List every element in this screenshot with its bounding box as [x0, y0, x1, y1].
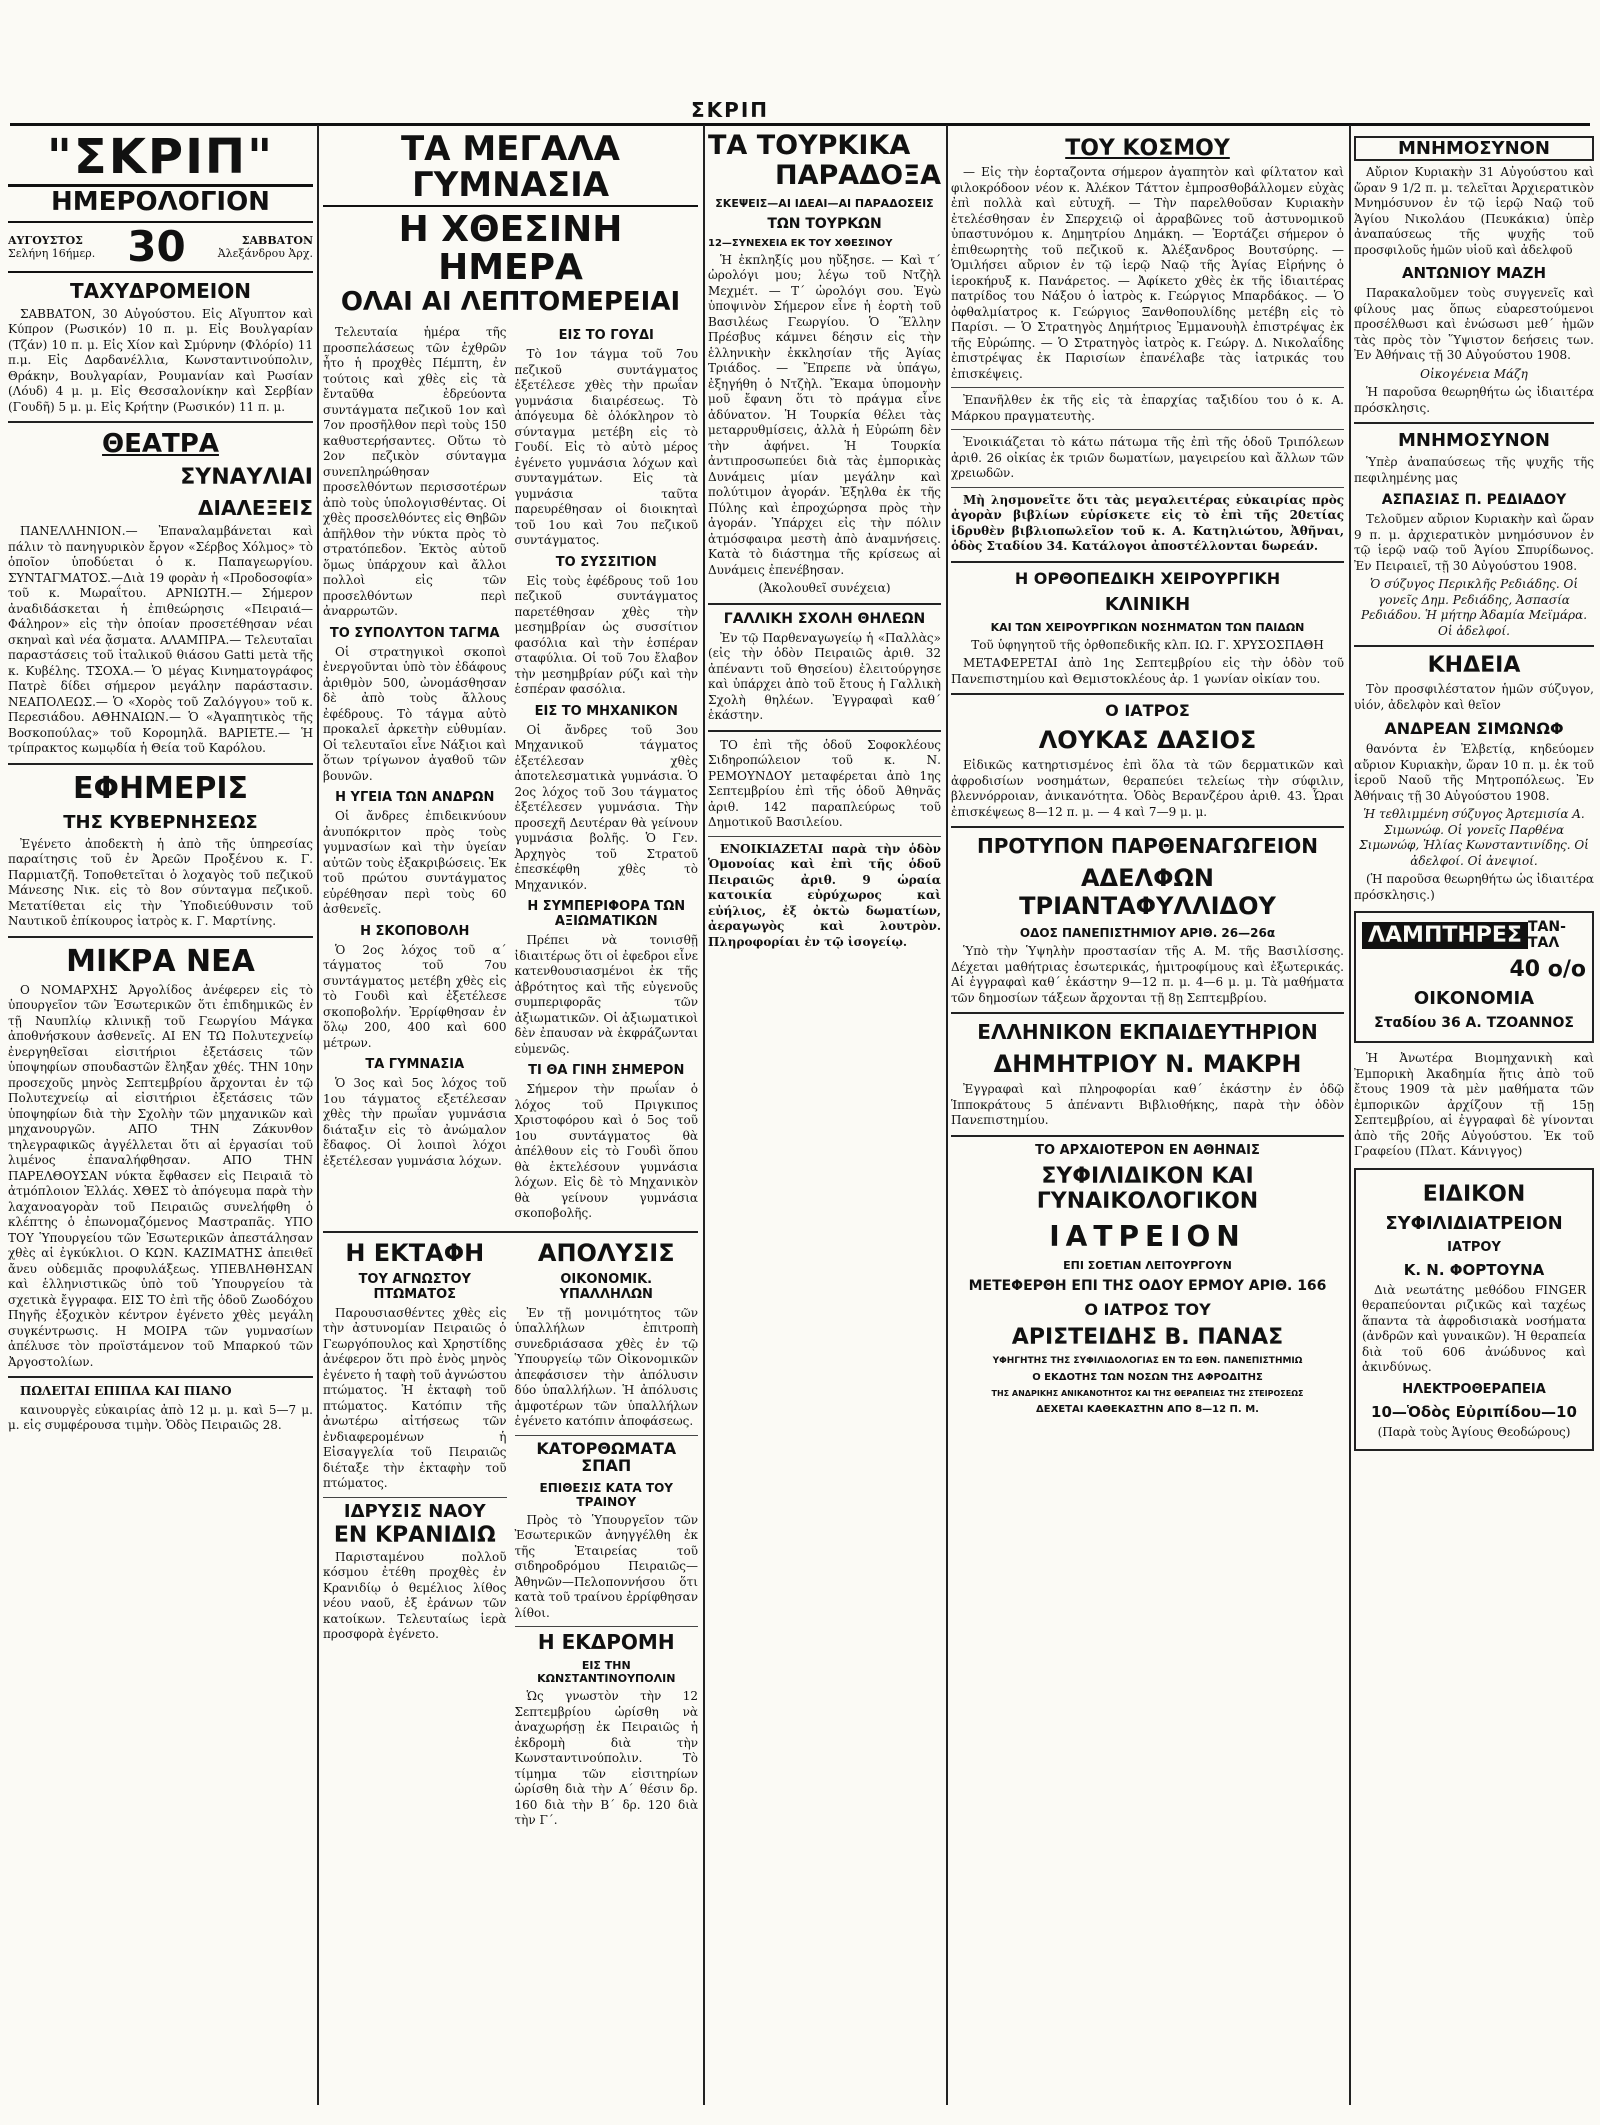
article-title: ΑΠΟΛΥΣΙΣ	[537, 1238, 675, 1267]
clinic-move: ΜΕΤΑΦΕΡΕΤΑΙ ἀπὸ 1ης Σεπτεμβρίου εἰς τὴν ὁδὸν τοῦ Πανεπιστημίου καὶ Θεμιστοκλέους ἀρ. 1 γωνίαν οἰκίαν του.	[951, 656, 1344, 686]
subhead-text: Σήμερον τὴν πρωΐαν ὁ λόχος τοῦ Πριγκιπος Χριστοφόρου καὶ ὁ 5ος τοῦ 1ου συντάγματος θὰ ἀπέλθουν εἰς τὸ Γουδὶ ὅπου θὰ ἐκτελέσουν γυμνάσια λόχων. Εἰς δὲ τὸ Μηχανικὸν θὰ γείνουν γυμνάσια σκοποβολῆς.	[514, 1082, 698, 1221]
divider	[8, 936, 313, 938]
syph-doctor-label: ΙΑΤΡΟΥ	[1447, 1239, 1501, 1255]
article-subtitle: ΕΙΣ ΤΗΝ ΚΩΝΣΤΑΝΤΙΝΟΥΠΟΛΙΝ	[537, 1659, 676, 1686]
girls-school-text: Ὑπὸ τὴν Ὑψηλὴν προστασίαν τῆς Α. Μ. τῆς Βασιλίσσης. Δέχεται μαθήτριας ἐσωτερικάς, ἡμιτροφίμους καὶ ἐξωτερικάς. Αἱ ἐγγραφαὶ καθ΄ ἑκάστην 9—12 π. μ. 4—6 μ. μ. Τὰ μαθήματα τῶν δημοσίων τάξεων ἄρχονται τῇ 8ῃ Σεπτεμβρίου.	[951, 944, 1344, 1005]
column-divider	[317, 125, 319, 2105]
divider	[951, 429, 1344, 430]
society-title: ΤΟΥ ΚΟΣΜΟΥ	[1065, 136, 1230, 161]
clinic2-subtitle: ΕΠΙ ΣΟΕΤΙΑΝ ΛΕΙΤΟΥΡΓΟΥΝ	[1063, 1258, 1232, 1272]
syph-doctor-name: Κ. Ν. ΦΟΡΤΟΥΝΑ	[1403, 1260, 1545, 1279]
paper-logo: "ΣΚΡΙΠ"	[46, 130, 275, 185]
post-title: ΤΑΧΥΔΡΟΜΕΙΟΝ	[70, 278, 251, 303]
subhead: Η ΣΥΜΠΕΡΙΦΟΡΑ ΤΩΝ ΑΞΙΩΜΑΤΙΚΩΝ	[527, 899, 686, 930]
girls-school-address: ΟΔΟΣ ΠΑΝΕΠΙΣΤΗΜΙΟΥ ΑΡΙΘ. 26—26α	[1019, 926, 1276, 940]
lead-right-column	[515, 322, 699, 1225]
clinic2-move: ΜΕΤΕΦΕΡΘΗ ΕΠΙ ΤΗΣ ΟΔΟΥ ΕΡΜΟΥ ΑΡΙΘ. 166	[968, 1277, 1327, 1294]
theatre-title: ΘΕΑΤΡΑ	[102, 429, 219, 460]
divider	[951, 693, 1344, 695]
funeral-text-2: θανόντα ἐν Ἐλβετίᾳ, κηδεύομεν αὔριον Κυριακὴν, ὥραν 10 π. μ. ἐκ τοῦ ἱεροῦ Ναοῦ τῆς Μητροπόλεως. Ἐν Ἀθήναις τῇ 30 Αὐγούστου 1908.	[1354, 742, 1594, 803]
divider	[8, 1376, 313, 1378]
subhead: ΤΟ ΣΥΣΣΙΤΙΟΝ	[555, 554, 657, 570]
divider	[708, 603, 941, 605]
divider	[951, 826, 1344, 828]
divider	[951, 561, 1344, 563]
clinic-subtitle: ΚΑΙ ΤΩΝ ΧΕΙΡΟΥΡΓΙΚΩΝ ΝΟΣΗΜΑΤΩΝ ΤΩΝ ΠΑΙΔΩΝ	[990, 620, 1305, 634]
memorial-title: ΜΝΗΜΟΣΥΝΟΝ	[1354, 136, 1594, 161]
clinic2-doctor-label: Ο ΙΑΤΡΟΣ ΤΟΥ	[1084, 1299, 1211, 1319]
lamp-address: Σταδίου 36 Α. ΤΖΟΑΝΝΟΣ	[1374, 1015, 1574, 1031]
column-3	[708, 130, 941, 2105]
lamp-model: ΤΑΝ-ΤΑΛ	[1527, 919, 1566, 951]
memorial-name: ΑΣΠΑΣΙΑΣ Π. ΡΕΔΙΑΔΟΥ	[1381, 492, 1567, 508]
divider	[951, 1135, 1344, 1137]
classified-ad-title: ΠΩΛΕΙΤΑΙ ΕΠΙΠΛΑ ΚΑΙ ΠΙΑΝΟ	[20, 1384, 232, 1399]
saint-of-day: Ἀλεξάνδρου Ἀρχ.	[217, 246, 313, 260]
continuation-note: 12—ΣΥΝΕΧΕΙΑ ΕΚ ΤΟΥ ΧΘΕΣΙΝΟΥ	[708, 237, 893, 249]
post-text: ΣΑΒΒΑΤΟΝ, 30 Αὐγούστου. Εἰς Αἴγυπτον καὶ Κύπρον (Ρωσικόν) 10 π. μ. Εἰς Βουλγαρίαν (Τζάν) 10 π. μ. Εἰς Χίον καὶ Σμύρνην (Φλόρίο) 11 π.μ. Εἰς Δαρδανέλλια, Κωνσταντινούπολιν, Θράκην, Βουλγαρίαν, Ρουμανίαν καὶ Ρωσίαν (Λόυδ) 4 μ. μ. Εἰς Θεσσαλονίκην καὶ Σερβίαν (Γουδῆ) 5 μ. μ. Εἰς Κρήτην (Ρωσικόν) 11 π. μ.	[8, 306, 313, 414]
date-day: ΣΑΒΒΑΤΟΝ	[241, 233, 313, 247]
syph-electro: ΗΛΕΚΤΡΟΘΕΡΑΠΕΙΑ	[1402, 1381, 1546, 1397]
divider	[1354, 422, 1594, 424]
school-title: ΕΛΛΗΝΙΚΟΝ ΕΚΠΑΙΔΕΥΤΗΡΙΟΝ	[977, 1020, 1318, 1044]
lectures-title: ΔΙΑΛΕΞΕΙΣ	[198, 496, 313, 521]
article-title: Η ΕΚΔΡΟΜΗ	[537, 1630, 675, 1655]
memorial-signature: Οἰκογένεια Μάζη	[1420, 366, 1528, 381]
girls-school-title: ΠΡΟΤΥΠΟΝ ΠΑΡΘΕΝΑΓΩΓΕΙΟΝ	[976, 834, 1319, 858]
clinic2-footer: ΤΗΣ ΑΝΔΡΙΚΗΣ ΑΝΙΚΑΝΟΤΗΤΟΣ ΚΑΙ ΤΗΣ ΘΕΡΑΠΕΙΑΣ ΤΗΣ ΣΤΕΙΡΟΣΕΩΣ	[991, 1388, 1304, 1398]
lower-right	[515, 1239, 699, 1832]
article-text: Παρισταμένου πολλοῦ κόσμου ἐτέθη προχθὲς ἐν Κρανιδίῳ ὁ θεμέλιος λίθος νέου ναοῦ, ἐξ ἐράνων τῶν κατοίκων. Τελευταίως ἱερὰ προσφορὰ ἐγένετο.	[323, 1549, 507, 1642]
article-title: ΙΔΡΥΣΙΣ ΝΑΟΥ	[343, 1500, 486, 1522]
subhead: Η ΣΚΟΠΟΒΟΛΗ	[360, 923, 470, 939]
doctor-title: Ο ΙΑΤΡΟΣ	[1105, 701, 1190, 720]
subhead: ΕΙΣ ΤΟ ΓΟΥΔΙ	[558, 328, 654, 344]
article-text: Παρουσιασθέντες χθὲς εἰς τὴν ἀστυνομίαν Πειραιῶς ὁ Γεωργόπουλος καὶ Χρηστίδης ἀνέφερον ὅτι πρὸ ἑνὸς μηνὸς ἐγένετο ἡ ταφὴ τοῦ ἀγνώστου πτώματος. Ἡ ἐκταφὴ τοῦ πτώματος. Κατόπιν τῆς ἀνωτέρω αἰτήσεως τῶν ἐνδιαφερομένων ἡ Εἰσαγγελία τοῦ Πειραιῶς διέταξε τὴν ἐκταφὴν τοῦ πτώματος.	[323, 1305, 507, 1491]
subhead: ΤΑ ΓΥΜΝΑΣΙΑ	[365, 1057, 465, 1073]
memorial-signature: Ὁ σύζυγος Περικλῆς Ρεδιάδης. Οἱ γονεῖς Δημ. Ρεδιάδης, Ἀσπασία Ρεδιάδου. Ἡ μήτηρ Ἀδαμία Μεϊμάρα. Οἱ ἀδελφοί.	[1360, 577, 1588, 638]
divider	[951, 387, 1344, 388]
memorial-text: Αὔριον Κυριακὴν 31 Αὐγούστου καὶ ὥραν 9 1/2 π. μ. τελεῖται Ἀρχιερατικὸν Μνημόσυνον ἐν τῷ ἱερῷ Ναῷ τοῦ Ἁγίου Νικολάου (Πευκάκια) ὑπὲρ ἀναπαύσεως τῆς ψυχῆς τοῦ προσφιλοῦς ἡμῶν υἱοῦ καὶ ἀδελφοῦ	[1354, 165, 1594, 257]
subhead: ΤΟ ΣΥΠΟΛΥΤΟΝ ΤΑΓΜΑ	[329, 625, 500, 641]
subhead-text: Οἱ ἄνδρες τοῦ 3ου Μηχανικοῦ τάγματος ἐξετέλεσαν χθὲς ἀποτελεσματικὰ γυμνάσια. Ὁ 2ος λόχος τοῦ 3ου τάγματος ἐξετέλεσεν γυμνάσια. Τὴν προσεχῆ Δευτέραν θὰ γείνουν γυμνάσια βολῆς. Ὁ Γεν. Ἀρχηγὸς τοῦ Στρατοῦ ἐπεσκέφθη χθὲς τὸ Μηχανικόν.	[514, 722, 698, 892]
funeral-title: ΚΗΔΕΙΑ	[1427, 653, 1521, 678]
divider	[323, 1497, 507, 1498]
subhead-text: Πρέπει νὰ τονισθῇ ἰδιαιτέρως ὅτι οἱ ἐφεδροι εἶνε κατενθουσιασμένοι ἐκ τῆς ἀβρότητος καὶ τῆς εὐγενοῦς συμπεριφορᾶς τῶν ἀξιωματικῶν. Οἱ ἀξιωματικοὶ δὲν ἐπαυσαν νὰ ἐκφράζωνται εὐμενῶς.	[514, 933, 698, 1056]
turkish-subtitle-2: ΤΩΝ ΤΟΥΡΚΩΝ	[767, 215, 882, 232]
clinic2-footer: Ο ΕΚΔΟΤΗΣ ΤΩΝ ΝΟΣΩΝ ΤΗΣ ΑΦΡΟΔΙΤΗΣ	[1032, 1371, 1263, 1383]
clinic2-title-2: ΙΑΤΡΕΙΟΝ	[1049, 1219, 1246, 1253]
divider	[708, 730, 941, 732]
divider	[951, 487, 1344, 488]
rental-notice: Ἐνοικιάζεται τὸ κάτω πάτωμα τῆς ἐπὶ τῆς ὁδοῦ Τριπόλεων ἀριθ. 26 οἰκίας ἐκ τριῶν δωματίων, μαγειρείου καὶ ἄλλων τῶν χρειωδῶν.	[951, 435, 1344, 480]
lower-left	[323, 1239, 507, 1832]
article-title: ΚΑΤΟΡΘΩΜΑΤΑ ΣΠΑΠ	[536, 1438, 677, 1475]
turkish-subtitle: ΣΚΕΨΕΙΣ—ΑΙ ΙΔΕΑΙ—ΑΙ ΠΑΡΑΔΟΣΕΙΣ	[715, 196, 934, 210]
clinic2-title: ΣΥΦΙΛΙΔΙΚΟΝ ΚΑΙ ΓΥΝΑΙΚΟΛΟΓΙΚΟΝ	[1036, 1163, 1259, 1214]
subhead-text: Ὁ 2ος λόχος τοῦ α΄ τάγματος τοῦ 7ου συντάγματος μετέβη χθὲς εἰς τὸ Γουδὶ καὶ ἐξετέλεσε σκοποβολήν. Ἐρρίφθησαν ἐν ὅλῳ 200, 400 καὶ 600 μέτρων.	[323, 942, 507, 1050]
clinic-title: Η ΟΡΘΟΠΕΔΙΚΗ ΧΕΙΡΟΥΡΓΙΚΗ	[1014, 568, 1281, 588]
article-subtitle: ΟΙΚΟΝΟΜΙΚ. ΥΠΑΛΛΗΛΩΝ	[559, 1271, 653, 1302]
lead-headline-2: Η ΧΘΕΣΙΝΗ ΗΜΕΡΑ	[323, 205, 698, 287]
clinic2-footer: ΥΦΗΓΗΤΗΣ ΤΗΣ ΣΥΦΙΛΙΔΟΛΟΓΙΑΣ ΕΝ ΤΩ ΕΘΝ. ΠΑΝΕΠΙΣΤΗΜΙΩ	[992, 1355, 1303, 1366]
school-text: Ἐν τῷ Παρθεναγωγείῳ ἡ «Παλλὰς» (εἰς τὴν ὁδὸν Πειραιῶς ἀριθ. 32 ἀπέναντι τοῦ Θησείου) ἐλειτούργησε καὶ ὑπάρχει ἀπὸ τοῦ ἔτους ἡ Γαλλικὴ Σχολὴ θηλέων. Ἐγγραφαὶ καθ΄ ἑκάστην.	[708, 630, 941, 723]
lamp-economy: ΟΙΚΟΝΟΜΙΑ	[1413, 988, 1535, 1009]
divider	[515, 1626, 699, 1627]
article-subtitle: ΕΝ ΚΡΑΝΙΔΙΩ	[333, 1522, 496, 1548]
memorial-text: Ὑπὲρ ἀναπαύσεως τῆς ψυχῆς τῆς πεφιλημένης μας	[1354, 455, 1594, 485]
column-1	[8, 130, 313, 2105]
memorial-text-2: Παρακαλοῦμεν τοὺς συγγενεῖς καὶ φίλους μας ὅπως εὐαρεστούμενοι προσέλθωσι καὶ ἐνώσωσι μεθ΄ ἡμῶν τὰς πρὸς τὸν Ὕψιστον δεήσεις των. Ἐν Ἀθήναις τῇ 30 Αὐγούστου 1908.	[1354, 286, 1594, 362]
subhead-text: Τὸ 1ον τάγμα τοῦ 7ου πεζικοῦ συντάγματος ἐξετέλεσε χθὲς τὴν πρωΐαν γυμνάσια διαιρέσεως. Τὸ ἀπόγευμα δὲ ὁλόκληρον τὸ σύνταγμα μετέβη εἰς τὸ Γουδί. Εἰς τὸ αὐτὸ μέρος ἐγένετο γυμνάσια λόχων καὶ συνταγμάτων. Εἰς τὰ γυμνάσια ταῦτα παρευρέθησαν οἱ διοικηταὶ τοῦ 1ου καὶ 7ου πεζικοῦ συντάγματος.	[514, 347, 698, 548]
lead-headline: ΤΑ ΜΕΓΑΛΑ ΓΥΜΝΑΣΙΑ	[400, 130, 620, 205]
column-divider	[946, 125, 948, 2105]
subhead: ΤΙ ΘΑ ΓΙΝΗ ΣΗΜΕΡΟΝ	[528, 1063, 685, 1079]
header-rule	[10, 123, 1590, 126]
divider	[323, 1231, 698, 1233]
subhead: ΕΙΣ ΤΟ ΜΗΧΑΝΙΚΟΝ	[534, 703, 678, 719]
clinic-pre: ΤΟ ΑΡΧΑΙΟΤΕΡΟΝ ΕΝ ΑΘΗΝΑΙΣ	[1035, 1142, 1260, 1158]
divider	[8, 763, 313, 765]
clinic-doctor: Τοῦ ὑφηγητοῦ τῆς ὀρθοπεδικῆς κλπ. ΙΩ. Γ. ΧΡΥΣΟΣΠΑΘΗ	[971, 637, 1324, 652]
subhead-text: Εἰς τοὺς ἐφέδρους τοῦ 1ου πεζικοῦ συντάγματος παρετέθησαν χθὲς τὴν μεσημβρίαν ὡς συσσίτιον φασόλια καὶ τὴν ἑσπέραν σταφύλια. Οἱ τοῦ 7ου ἔλαβον τὴν μεσημβρίαν ρύζι καὶ τὴν ἑσπέραν φασόλια.	[514, 573, 698, 697]
syph-title-2: ΣΥΦΙΛΙΔΙΑΤΡΕΙΟΝ	[1385, 1212, 1563, 1234]
column-5	[1354, 130, 1594, 2105]
column-divider	[703, 125, 705, 2105]
memorial-name: ΑΝΤΩΝΙΟΥ ΜΑΖΗ	[1401, 264, 1547, 282]
funeral-note: (Ἡ παροῦσα θεωρηθήτω ὡς ἰδιαιτέρα πρόσκλησις.)	[1354, 872, 1594, 902]
academy-notice: Ἡ Ἀνωτέρα Βιομηχανικὴ καὶ Ἐμπορικὴ Ἀκαδημία ἥτις ἀπὸ τοῦ ἔτους 1909 τὰ μὲν μαθήματα τῶν ἐμπορικῶν ἀρχίζουν τῇ 15ῃ Σεπτεμβρίου, αἱ ἐγγραφαὶ δὲ γίνονται ἀπὸ τῆς 20ῆς Αὐγούστου. Ἐκ τοῦ Γραφείου (Πλατ. Κάνιγγος)	[1354, 1051, 1594, 1158]
lamp-ad	[1354, 911, 1594, 1043]
short-news-text: Ο ΝΟΜΑΡΧΗΣ Ἀργολίδος ἀνέφερεν εἰς τὸ ὑπουργεῖον τῶν Ἐσωτερικῶν ὅτι ἐπιδημικῶς ἐν τῇ Ναυπλίῳ κλινικῇ τοῦ Γεωργίου Μάγκα ἀποθνήσκουν ἀσθενεῖς. ΑΙ ΕΝ ΤΩ Πολυτεχνείῳ ἐνεργηθεῖσαι εἰσιτήριοι ἐξετάσεις τῶν ὑποψηφίων σπουδαστῶν ἔληξαν χθές. ΤΗΝ 10ην προσεχοῦς μηνὸς Σεπτεμβρίου ἄρχονται ἐν τῷ Πολυτεχνείῳ αἱ εἰσιτήριοι ἐξετάσεις τῶν ὑποψηφίων διὰ τὴν Σχολὴν τῶν μηχανικῶν καὶ μηχανουργῶν. ΑΠΟ ΤΗΝ Ζάκυνθον τηλεγραφικῶς ἀγγέλλεται ὅτι αἱ ἐργασίαι τοῦ λιμένος ἐπαναλήφθησαν. ΑΠΟ ΤΗΝ ΠΑΡΕΛΘΟΥΣΑΝ νύκτα ἔφθασεν εἰς Πειραιᾶ τὸ ἀτμόπλοιον Ἑλλάς. ΧΘΕΣ τὸ ἀπόγευμα παρὰ τὴν λαχανοαγορὰν τοῦ Πειραιῶς συνελήφθη ὁ κλέπτης ὁ ἐπωνομαζόμενος Μαστραπᾶς. ΥΠΟ ΤΟΥ Ὑπουργείου τῶν Ἐσωτερικῶν ἀπεστάλησαν χθὲς αἱ ἐγκύκλιοι. Ο ΚΩΝ. ΚΑΖΙΜΑΤΗΣ ἀπειθεῖ ἄνευ οὐδεμιᾶς προφυλάξεως. ΥΠΕΒΛΗΘΗΣΑΝ καὶ ἑλληνιστικῶς ὑπὸ τοῦ Ὑπουργείου τὰ σχετικὰ ἔγγραφα. ΕΙΣ ΤΟ ἐπὶ τῆς ὁδοῦ Ζωοδόχου Πηγῆς ἐξοχικὸν κέντρον ἐγένετο χθὲς μεγάλη συγκέντρωσις. Η ΜΟΙΡΑ τῶν γυμνασίων ἀπέλυσε τὸν προϊστάμενον τοῦ Μπαρκού τῶν Ἀργοστολίων.	[8, 982, 313, 1369]
column-4	[951, 130, 1344, 2105]
article-subtitle: ΤΟΥ ΑΓΝΩΣΤΟΥ ΠΤΩΜΑΤΟΣ	[358, 1271, 471, 1302]
memorial-text-2: Τελοῦμεν αὔριον Κυριακὴν καὶ ὥραν 9 π. μ. ἀρχιερατικὸν μνημόσυνον ἐν τῷ ἱερῷ ναῷ τοῦ Ἁγίου Σπυρίδωνος. Ἐν Πειραιεῖ, τῇ 30 Αὐγούστου 1908.	[1354, 512, 1594, 573]
clinic2-doctor-name: ΑΡΙΣΤΕΙΔΗΣ Β. ΠΑΝΑΣ	[1011, 1324, 1284, 1350]
turkish-article-text: Ἡ ἐκπληξίς μου ηὔξησε. — Καὶ τ΄ ὠρολόγι μου; λέγω τοῦ Ντζὴλ Μεχμέτ. — Τ΄ ὠρολόγι σου. Ἐγὼ ὑποψινὸν Σήμερον εἶνε ἡ ἑορτὴ τοῦ Βασιλέως Γεωργίου. Ὁ Ἕλλην Πρέσβυς κάμνει δέησιν εἰς τὴν ἑλληνικὴν ἐκκλησίαν τῆς Ἁγίας Τριάδος. — Ἔπρεπε νὰ ὑπάγω, ἐξηγήθη ὁ Ντζὴλ. Ἔκαμα ὑπομονὴν μοῦ ἔφανη ὅτι τὸ πράγμα εἶνε ἀδύνατον. Ἡ Τουρκία θέλει τὰς μεταρρυθμίσεις, ἀλλὰ ἡ Εὐρώπη δὲν τὴν ἀφήνει. Ἡ Τουρκία ἀντιπροσωπεύει διὰ τὰς ἐμπορικὰς Δυνάμεις μίαν μεγάλην καὶ πολύτιμον ἀγοράν. Ἐξηλθα ἐκ τῆς Πύλης καὶ ἐπροχώρησα πρὸς τὴν ἀγοράν. Ὑπάρχει εἰς τὴν πόλιν ἀτμόσφαιρα μεστὴ ἀπὸ ἀναμνήσεις. Κατὰ τὸ διάστημα τῆς κρίσεως αἱ Δυνάμεις ἐπενέβησαν.	[708, 252, 941, 577]
society-note: Ἐπανῆλθεν ἐκ τῆς εἰς τὰ ἐπαρχίας ταξιδίου του ὁ κ. Α. Μάρκου πραγματευτὴς.	[951, 393, 1344, 423]
article-signature: (Ἀκολουθεῖ συνέχεια)	[758, 581, 891, 596]
gov-gazette-title: ΕΦΗΜΕΡΙΣ	[72, 770, 249, 806]
funeral-text: Τὸν προσφιλέστατον ἡμῶν σύζυγον, υἱόν, ἀδελφὸν καὶ θεῖον	[1354, 682, 1594, 712]
syph-title: ΕΙΔΙΚΟΝ	[1422, 1181, 1526, 1207]
lower-articles	[323, 1239, 698, 1832]
syph-hours: 10—Ὁδὸς Εὐριπίδου—10	[1371, 1402, 1577, 1421]
date-month: ΑΥΓΟΥΣΤΟΣ	[8, 233, 83, 247]
lead-article-body	[323, 322, 698, 1225]
gov-gazette-text: Ἐγένετο ἀποδεκτὴ ἡ ἀπὸ τῆς ὑπηρεσίας παραίτησις τοῦ ἐν Ἀρεῶν Προξένου κ. Γ. Παρμιατζῆ. Τοποθετεῖται ὁ λοχαγὸς τοῦ πεζικοῦ Μάνεσης Νικ. εἰς τὸ 8ον σύνταγμα πεζικοῦ. Μετατίθεται εἰς τὴν Ὑποδιεύθυνσιν τοῦ Ναυτικοῦ ἐπίκουρος ἰατρὸς κ. Γ. Μαρτίνης.	[8, 836, 313, 929]
short-news-title: ΜΙΚΡΑ ΝΕΑ	[66, 943, 255, 979]
date-number: 30	[127, 221, 186, 271]
school-title: ΓΑΛΛΙΚΗ ΣΧΟΛΗ ΘΗΛΕΩΝ	[723, 610, 926, 627]
article-text: Πρὸς τὸ Ὑπουργεῖον τῶν Ἐσωτερικῶν ἀνηγγέλθη ἐκ τῆς Ἑταιρείας τοῦ σιδηροδρόμου Πειραιῶς—Ἀθηνῶν—Πελοποννήσου ὅτι κατὰ τοῦ τραίνου ἐρρίφθησαν λίθοι.	[514, 1512, 698, 1620]
subhead-text: Οἱ ἄνδρες ἐπιδεικνύουν ἀνυπόκριτον πρὸς τοὺς γυμνασίων καὶ τὴν ὑγείαν αὐτῶν τοὺς ἐξακριβώσεις. Ἐκ τοῦ πρώτου συντάγματος εὑρέθησαν περὶ τοὺς 60 ἀσθενεῖς.	[323, 809, 507, 917]
lead-intro: Τελευταία ἡμέρα τῆς προσπελάσεως τῶν ἐχθρῶν ἦτο ἡ προχθὲς Πέμπτη, ἐν τούτοις καὶ χθὲς εἰς τὰ ἔνταῦθα ἐδρεύοντα συντάγματα πεζικοῦ 1ον καὶ 7ον προσῆλθον περὶ τοὺς 150 καθυστερήσαντες. Οὕτω τὸ 2ον πεζικὸν σύνταγμα συνεπληρώθησαν προσελθόντων περισσοτέρων ἀπὸ τοὺς ὑπολογισθέντας. Οἱ χθὲς προσελθόντες εἰς Θηβῶν ἀπῆλθον τὴν νύκτα πρὸς τὸ στρατόπεδον. Ἐκτὸς αὐτοῦ ὅμως ὑπάρχουν καὶ ἄλλοι πολλοὶ εἰς τῶν προσελθόντων περὶ ἀναρρωτῶν.	[323, 325, 507, 619]
subhead: Η ΥΓΕΙΑ ΤΩΝ ΑΝΔΡΩΝ	[335, 790, 495, 806]
syph-text: Διὰ νεωτάτης μεθόδου FINGER θεραπεύονται ριζικῶς καὶ ταχέως ἅπαντα τὰ ἀφροδισιακὰ νοσήματα (ἀνδρῶν καὶ γυναικῶν). Ἡ θεραπεία διὰ τοῦ 606 ἀνώδυνος καὶ ἀκινδύνως.	[1362, 1282, 1586, 1374]
article-text: Ὡς γνωστὸν τὴν 12 Σεπτεμβρίου ὡρίσθη νὰ ἀναχωρήσῃ ἐκ Πειραιῶς ἡ ἐκδρομὴ διὰ τὴν Κωνσταντινούπολιν. Τὸ τίμημα τῶν εἰσιτηρίων ὡρίσθη διὰ τὴν Α΄ θέσιν δρ. 160 διὰ τὴν Β΄ δρ. 120 διὰ τὴν Γ΄.	[514, 1689, 698, 1828]
subhead-text: Ὁ 3ος καὶ 5ος λόχος τοῦ 1ου τάγματος εξετέλεσαν χθὲς τὴν πρωΐαν γυμνάσια διάταξιν εἰς τὸ ἀνώμαλον ἔδαφος. Οἱ λοιποὶ λόχοι ἐξετέλεσαν γυμνάσια λόχων.	[323, 1076, 507, 1168]
concerts-title: ΣΥΝΑΥΛΙΑΙ	[180, 465, 313, 491]
masthead: ΣΚΡΙΠ	[691, 98, 769, 122]
funeral-name: ΑΝΔΡΕΑΝ ΣΙΜΩΝΩΦ	[1384, 719, 1564, 738]
rental-ad: ΕΝΟΙΚΙΑΖΕΤΑΙ παρὰ τὴν ὁδὸν Ὁμονοίας καὶ ἐπὶ τῆς ὁδοῦ Πειραιῶς ἀριθ. 9 ὡραία κατοικία εὐρύχωρος καὶ εὐήλιος, ἐξ ὀκτὼ δωματίων, ἀεραγωγὸς καὶ λουτρὸν. Πληροφορίαι ἐν τῷ ἰσογείῳ.	[708, 841, 941, 949]
divider	[515, 1435, 699, 1436]
subhead-text: Οἱ στρατηγικοὶ σκοποὶ ἐνεργοῦνται ὑπὸ τὸν ἐδάφους ἀριθμὸν 500, ὠνομάσθησαν δὲ ἀπὸ τοὺς ἄλλους ἐφέδρους. Τὸ τάγμα αὐτὸ προκαλεῖ ἀρκετὴν εὐθυμίαν. Οἱ τελευταῖοι εἶνε Νάξιοι καὶ ὅτων τρίγωνον ἀγαθοῦ τῶν βουνῶν.	[323, 644, 507, 783]
lamp-brand: ΛΑΜΠΤΗΡΕΣ	[1362, 922, 1528, 949]
divider	[708, 836, 941, 837]
theatre-text: ΠΑΝΕΛΛΗΝΙΟΝ.— Ἐπαναλαμβάνεται καὶ πάλιν τὸ πανηγυρικὸν ἔργον «Σέρβος Χόλμος» τὸ ὁποῖον ὑποδύεται ὁ κ. Παπαγεωργίου. ΣΥΝΤΑΓΜΑΤΟΣ.—Διὰ 19 φορὰν ἡ «Προδοσοφία» τοῦ κ. Μωραΐτου. ΑΡΝΙΩΤΗ.— Σήμερον ἀναδιδάσκεται ἡ ἐπιθεώρησις «Πειραιά—Φάληρον» εἰς τὴν ὁποίαν προσετέθησαν νέαι σκηναὶ καὶ νέα ᾄσματα. ΑΛΑΜΠΡΑ.— Τελευταῖαι παραστάσεις τοῦ ἰταλικοῦ θιάσου Gatti μετὰ τῆς κ. Κυβέλης. ΤΣΟΧΑ.— Ὁ μέγας Κινηματογράφος Πατρὲ δίδει σήμερον μεγάλην παράστασιν. ΝΕΑΠΟΛΕΩΣ.— Ὁ «Χορὸς τοῦ Ζαλόγγου» τοῦ κ. Περεσιάδου. ΑΘΗΝΑΙΩΝ.— Ὁ «Ἀγαπητικὸς τῆς Βοσκοπούλας» τοῦ Κορομηλᾶ. ΒΑΡΙΕΤΕ.— Ἡ τρίπρακτος κωμῳδία ἡ Θεία τοῦ Καρόλου.	[8, 524, 313, 756]
turkish-title: ΤΑ ΤΟΥΡΚΙΚΑ	[708, 130, 911, 161]
moon-phase: Σελήνη 16ήμερ.	[8, 246, 96, 260]
divider	[951, 1012, 1344, 1014]
school-text: Ἐγγραφαὶ καὶ πληροφορίαι καθ΄ ἑκάστην ἐν ὁδῷ Ἱπποκράτους 5 ἀπέναντι Βιβλιοθήκης, παρὰ τὴν ὁδὸν Πανεπιστημίου.	[951, 1082, 1344, 1127]
lead-headline-3: ΟΛΑΙ ΑΙ ΛΕΠΤΟΜΕΡΕΙΑΙ	[340, 286, 681, 317]
column-2	[323, 130, 698, 2105]
clinic-title-2: ΚΛΙΝΙΚΗ	[1104, 593, 1191, 615]
turkish-title-2: ΠΑΡΑΔΟΞΑ	[775, 160, 941, 192]
doctor-text: Εἰδικῶς κατηρτισμένος ἐπὶ ὅλα τὰ τῶν δερματικῶν καὶ ἀφροδισίων νοσημάτων, θεραπεύει τελείως τὴν σύφιλιν, βλεννόρροιαν, ἀνικανότητα. Ὁδὸς Βερανζέρου ἀριθ. 43. Ὧραι ἐπισκέψεως 8—12 π. μ. — 4 καὶ 7—9 μ. μ.	[951, 758, 1344, 819]
society-text: — Εἰς τὴν ἑορταζοντα σήμερον ἀγαπητὸν καὶ φίλτατον καὶ φιλοκρόδοον νέον κ. Ἀλέκον Τάττον ἐμπροσθοβάλλομεν εὐχὰς ἐπὶ πολλὰ καὶ εὐτυχῆ. — Τὴν παρελθοῦσαν Κυριακὴν ἐτελέσθησαν ἐν Σπερχειῷ οἱ ἀρραβῶνες τοῦ ἀστυνομικοῦ ὑπαστυνόμου κ. Δημητρίου Δημάκη. — Ἑορτάζει σήμερον ὁ ἐπιθεωρητὴς τοῦ πεζικοῦ κ. Ἀλέξανδρος Βουτσύρης. — Ὁμιλήσει αὔριον ἐν τῷ ἱερῷ Ναῷ τῆς Ἁγίας Εἰρήνης ὁ ἱεροκήρυξ κ. Πανάρετος. — Ἀφίκετο χθὲς ἐκ τῆς ἰδιαιτέρας πατρίδος του Νάξου ὁ ἰατρὸς κ. Γεώργιος Μπαρδάκος. — Ὁ ὀφθαλμίατρος κ. Γεώργιος Ξανθοπουλίδης μετέβη εἰς τὸ Παρίσι. — Ὁ Στρατηγὸς Δημήτριος Ἐμμανουὴλ ἐπιστρέψας ἐκ τῆς Εὐρώπης. — Ὁ Στρατηγὸς ἰατρὸς κ. Γεώργ. Δ. Νικολαΐδης ἐπιστρέψας ἐκ Παρισίων ἐπανέλαβε τὰς ἰατρικάς του ἐπισκέψεις.	[951, 165, 1344, 381]
girls-school-name: ΑΔΕΛΦΩΝ ΤΡΙΑΝΤΑΦΥΛΛΙΔΟΥ	[1019, 864, 1276, 920]
syphilis-clinic-ad	[1354, 1168, 1594, 1452]
bookshop-ad: Μὴ λησμονεῖτε ὅτι τὰς μεγαλειτέρας εὐκαιρίας πρὸς ἀγορὰν βιβλίων εὑρίσκετε εἰς τὸ ἐπὶ τῆς 20ετίας ἱδρυθὲν βιβλιοπωλεῖον τοῦ κ. Α. Κατηλιώτου, Ἀθῆναι, ὁδὸς Σταδίου 34. Κατάλογοι ἀποστέλλονται δωρεάν.	[951, 492, 1344, 553]
memorial-title: ΜΝΗΜΟΣΥΝΟΝ	[1397, 430, 1550, 451]
divider	[8, 421, 313, 423]
shop-ad: ΤΟ ἐπὶ τῆς ὁδοῦ Σοφοκλέους Σιδηροπώλειον τοῦ κ. Ν. ΡΕΜΟΥΝΔΟΥ μεταφέρεται ἀπὸ 1ης Σεπτεμβρίου ἐπὶ τῆς ὁδοῦ Ἀθηνᾶς ἀριθ. 142 παραπλεύρως τοῦ Δημοτικοῦ Βασιλείου.	[708, 737, 941, 830]
clinic2-footer: ΔΕΧΕΤΑΙ ΚΑΘΕΚΑΣΤΗΝ ΑΠΟ 8—12 Π. Μ.	[1036, 1403, 1259, 1415]
lead-left-column	[323, 322, 507, 1225]
calendar-title: ΗΜΕΡΟΛΟΓΙΟΝ	[8, 184, 313, 216]
article-title: Η ΕΚΤΑΦΗ	[345, 1238, 485, 1267]
column-divider	[1349, 125, 1351, 2105]
lamp-percent: 40 ο/ο	[1509, 957, 1586, 982]
classified-ad-text: καινουργὲς εὐκαιρίας ἀπὸ 12 μ. μ. καὶ 5—7 μ. μ. εἰς συμφέρουσα τιμὴν. Ὁδὸς Πειραιῶς 28.	[8, 1402, 313, 1433]
school-name: ΔΗΜΗΤΡΙΟΥ Ν. ΜΑΚΡΗ	[993, 1050, 1302, 1078]
syph-near: (Παρὰ τοὺς Ἁγίους Θεοδώρους)	[1377, 1424, 1571, 1439]
doctor-name: ΛΟΥΚΑΣ ΔΑΣΙΟΣ	[1038, 726, 1257, 754]
memorial-note: Ἡ παροῦσα θεωρηθήτω ὡς ἰδιαιτέρα πρόσκλησις.	[1354, 385, 1594, 415]
divider	[1354, 645, 1594, 647]
article-text: Ἐν τῇ μονιμότητος τῶν ὑπαλλήλων ἐπιτροπὴ συνεδριάσασα χθὲς ἐν τῷ Ὑπουργείῳ τῶν Οἰκονομικῶν ἀπεφάσισεν τὴν ἀπόλυσιν δύο ὑπαλλήλων. Ἡ ἀπόλυσις ἀμφοτέρων τῶν ὑπαλλήλων ἐγένετο κατόπιν ἀποφάσεως.	[514, 1305, 698, 1429]
date-box	[8, 221, 313, 273]
article-subtitle: ΕΠΙΘΕΣΙΣ ΚΑΤΑ ΤΟΥ ΤΡΑΙΝΟΥ	[539, 1480, 673, 1509]
funeral-signature: Ἡ τεθλιμμένη σύζυγος Ἀρτεμισία Α. Σιμωνώφ. Οἱ γονεῖς Παρθένα Σιμωνώφ, Ἠλίας Κωνσταντινίδης. Οἱ ἀδελφοί. Οἱ ἀνεψιοί.	[1359, 807, 1589, 868]
gov-gazette-subtitle: ΤΗΣ ΚΥΒΕΡΝΗΣΕΩΣ	[63, 811, 258, 833]
